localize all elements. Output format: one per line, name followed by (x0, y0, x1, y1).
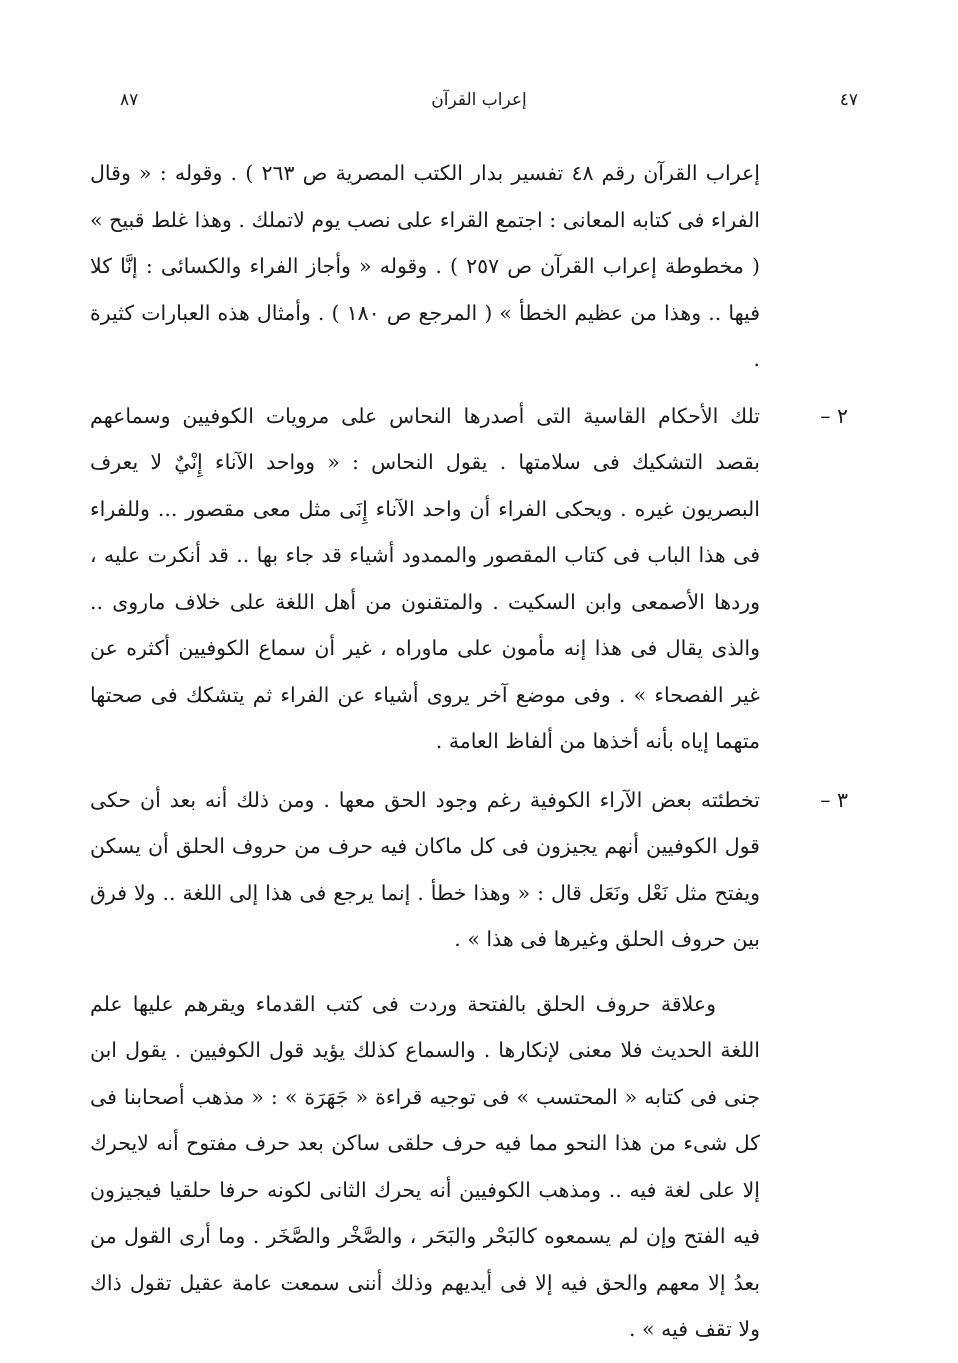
list-item-2 (90, 393, 848, 765)
page-number: ٨٧ (120, 90, 139, 110)
running-header (100, 90, 858, 120)
closing-paragraph: وعلاقة حروف الحلق بالفتحة وردت فى كتب القدماء ويقرهم عليها علم اللغة الحديث فلا معنى لإنكارها . والسماع كذلك يؤيد قول الكوفيين . يقول ابن جنى فى كتابه « المحتسب » فى توجيه قراءة « جَهَرَة » : « مذهب أصحابنا فى كل شىء من هذا النحو مما فيه حرف حلقى ساكن بعد حرف مفتوح أنه لايحرك إلا على لغة فيه .. ومذهب الكوفيين أنه يحرك الثانى لكونه حرفا حلقيا فيجيزون فيه الفتح وإن لم يسمعوه كالبَحْر والبَحَر ، والصَّخْر والصَّخَر . وما أرى القول من بعدُ إلا معهم والحق فيه إلا فى أيديهم وذلك أننى سمعت عامة عقيل تقول ذاك ولا تقف فيه » . (90, 991, 760, 1341)
list-item-number: ٣ – (820, 787, 848, 812)
header-mark: ٤٧ (839, 90, 858, 110)
header-title: إعراب القرآن (431, 90, 527, 110)
intro-paragraph: إعراب القرآن رقم ٤٨ تفسير بدار الكتب المصرية ص ٢٦٣ ) . وقوله : « وقال الفراء فى كتابه المعانى : اجتمع القراء على نصب يوم لاتملك . وهذا غلط قبيح » ( مخطوطة إعراب القرآن ص ٢٥٧ ) . وقوله « وأجاز الفراء والكسائى : إنَّا كلا فيها .. وهذا من عظيم الخطأ » ( المرجع ص ١٨٠ ) . وأمثال هذه العبارات كثيرة . (90, 161, 761, 371)
list-item-3 (90, 777, 848, 963)
page-body (90, 150, 848, 1353)
list-item-number: ٢ – (820, 403, 848, 428)
list-item-text: تخطئته بعض الآراء الكوفية رغم وجود الحق معها . ومن ذلك أنه بعد أن حكى قول الكوفيين أنهم يجيزون فى كل ماكان فيه حرف من حروف الحلق أن يسكن ويفتح مثل نَعْل ونَعَل قال : « وهذا خطأ . إنما يرجع فى هذا إلى اللغة .. ولا فرق بين حروف الحلق وغيرها فى هذا » . (90, 787, 760, 951)
list-item-text: تلك الأحكام القاسية التى أصدرها النحاس على مرويات الكوفيين وسماعهم بقصد التشكيك فى سلامتها . يقول النحاس : « وواحد الآناء إِنْيٌ لا يعرف البصريون غيره . ويحكى الفراء أن واحد الآناء إِنَى مثل معى مقصور ... وللفراء فى هذا الباب فى كتاب المقصور والممدود أشياء قد جاء بها .. قد أنكرت عليه ، وردها الأصمعى وابن السكيت . والمتقنون من أهل اللغة على خلاف ماروى .. والذى يقال فى هذا إنه مأمون على ماوراه ، غير أن سماع الكوفيين أكثره عن غير الفصحاء » . وفى موضع آخر يروى أشياء عن الفراء ثم يتشكك فى صحتها متهما إياه بأنه أخذها من ألفاظ العامة . (90, 403, 760, 753)
